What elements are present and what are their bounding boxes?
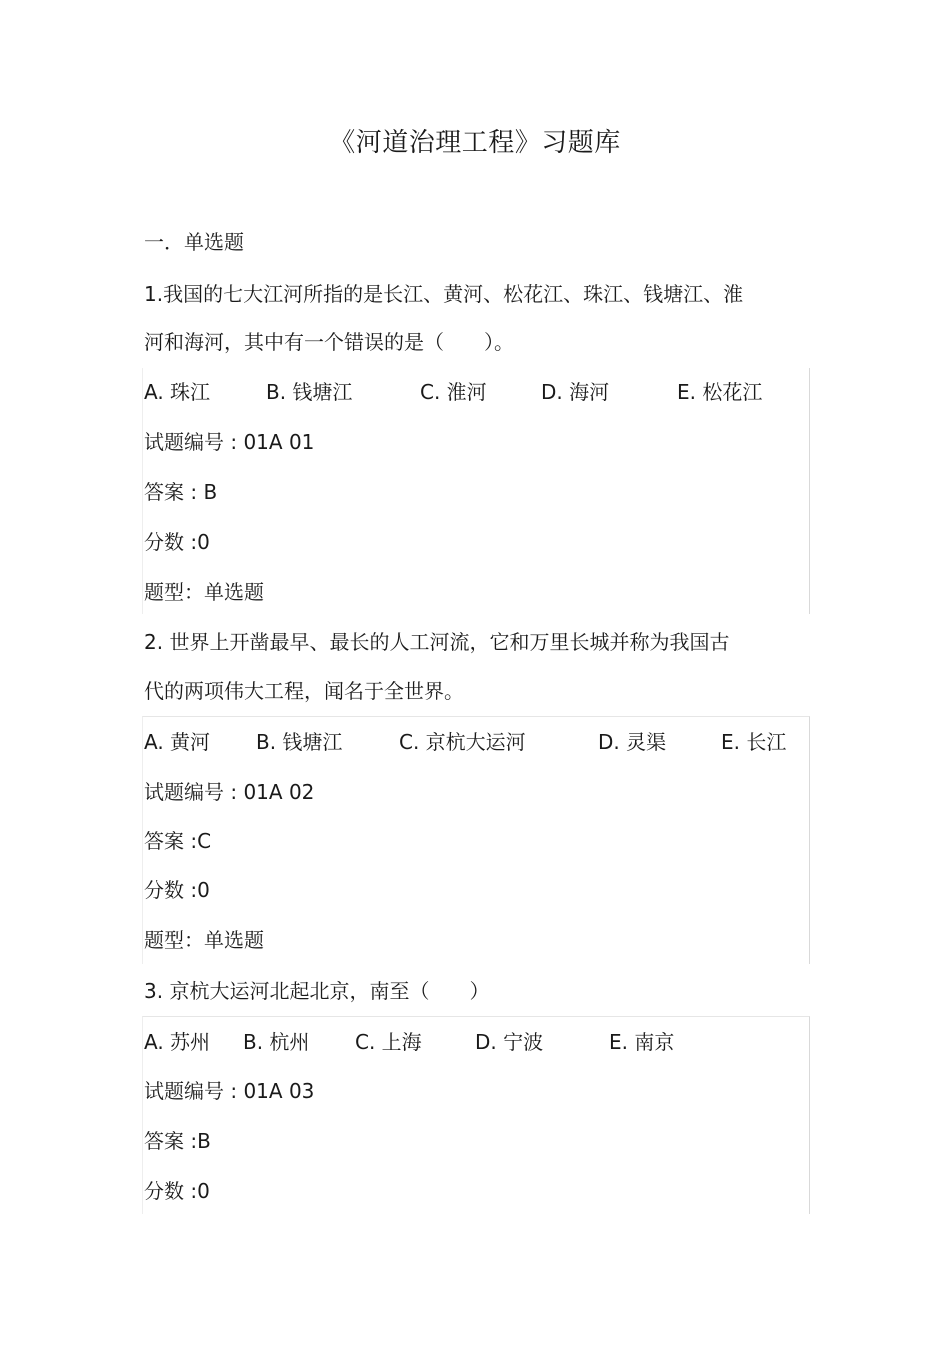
question-score: 分数 :0 (144, 530, 210, 554)
question-type: 题型：单选题 (144, 928, 264, 952)
option-b: B. 杭州 (243, 1030, 310, 1054)
option-c: C. 京杭大运河 (399, 730, 526, 754)
question-answer: 答案 :C (144, 829, 212, 853)
option-e: E. 长江 (721, 730, 787, 754)
question-score: 分数 :0 (144, 1179, 210, 1203)
question-code: 试题编号 : 01A 02 (144, 780, 315, 804)
option-c: C. 淮河 (420, 380, 487, 404)
option-b: B. 钱塘江 (256, 730, 343, 754)
question-score: 分数 :0 (144, 878, 210, 902)
question-stem: 代的两项伟大工程，闻名于全世界。 (144, 679, 464, 703)
question-stem: 2. 世界上开凿最早、最长的人工河流，它和万里长城并称为我国古 (144, 630, 730, 654)
question-code: 试题编号 : 01A 03 (144, 1079, 315, 1103)
question-type: 题型：单选题 (144, 580, 264, 604)
option-d: D. 宁波 (475, 1030, 544, 1054)
option-b: B. 钱塘江 (266, 380, 353, 404)
option-a: A. 苏州 (144, 1030, 211, 1054)
option-a: A. 黄河 (144, 730, 211, 754)
question-stem: 河和海河，其中有一个错误的是（ ）。 (144, 330, 514, 354)
option-a: A. 珠江 (144, 380, 211, 404)
option-d: D. 灵渠 (598, 730, 667, 754)
question-answer: 答案 : B (144, 480, 218, 504)
option-e: E. 松花江 (677, 380, 763, 404)
option-e: E. 南京 (609, 1030, 675, 1054)
option-d: D. 海河 (541, 380, 610, 404)
question-answer: 答案 :B (144, 1129, 211, 1153)
document-title: 《河道治理工程》习题库 (329, 128, 621, 158)
section-heading: 一．单选题 (144, 230, 244, 254)
question-stem: 3. 京杭大运河北起北京，南至（ ） (144, 979, 490, 1003)
option-c: C. 上海 (355, 1030, 422, 1054)
question-stem: 1.我国的七大江河所指的是长江、黄河、松花江、珠江、钱塘江、淮 (144, 282, 744, 306)
question-code: 试题编号 : 01A 01 (144, 430, 315, 454)
